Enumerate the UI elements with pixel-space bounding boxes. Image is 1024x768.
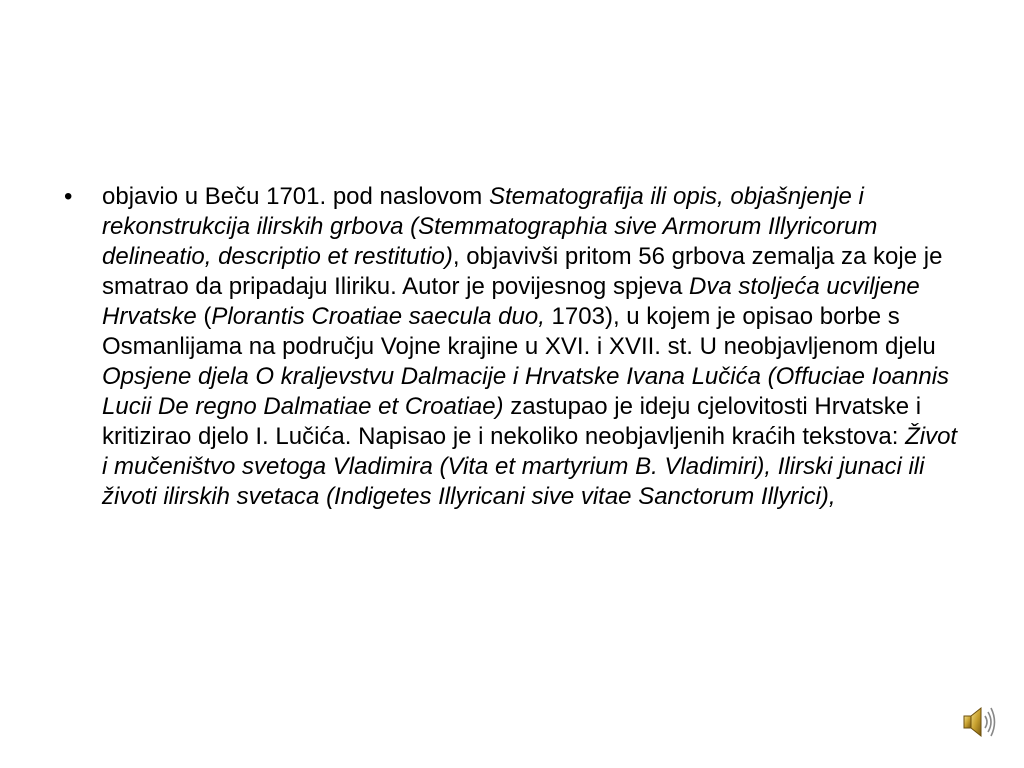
text-run: , objavivši pritom 56 grbova zemalja za koje je smatrao da pripadaju Iliriku. Autor je povijesnog spjeva xyxy=(102,243,943,300)
text-run-italic: Stematografija ili opis, objašnjenje i rekonstrukcija ilirskih grbova (Stemmatographia sive Armorum Illyricorum delineatio, descriptio et restitutio) xyxy=(102,183,878,270)
text-run: objavio u Beču 1701. pod naslovom xyxy=(102,183,489,210)
text-run: 1703), u kojem je opisao borbe s Osmanlijama na području Vojne krajine u XVI. i XVII. st. U neobjavljenom djelu xyxy=(102,303,936,360)
speaker-icon[interactable] xyxy=(958,702,998,742)
text-run: zastupao je ideju cjelovitosti Hrvatske i kritizirao djelo I. Lučića. Napisao je i nekoliko neobjavljenih kraćih tekstova: xyxy=(102,393,922,450)
text-run: ( xyxy=(196,303,212,330)
bullet-marker: • xyxy=(64,183,73,210)
speaker-icon-graphic xyxy=(958,702,998,742)
paragraph-text xyxy=(102,182,964,512)
text-run-italic: Plorantis Croatiae saecula duo, xyxy=(211,303,545,330)
text-run-italic: Opsjene djela O kraljevstvu Dalmacije i Hrvatske Ivana Lučića (Offuciae Ioannis Lucii De regno Dalmatiae et Croatiae) xyxy=(102,363,950,420)
text-run-italic: Dva stoljeća ucviljene Hrvatske xyxy=(102,273,920,330)
text-run-italic: Život i mučeništvo svetoga Vladimira (Vita et martyrium B. Vladimiri), Ilirski junaci ili životi ilirskih svetaca (Indigetes Illyricani sive vitae Sanctorum Illyrici), xyxy=(102,423,958,510)
bullet-item xyxy=(64,182,964,512)
slide-body xyxy=(64,182,964,512)
